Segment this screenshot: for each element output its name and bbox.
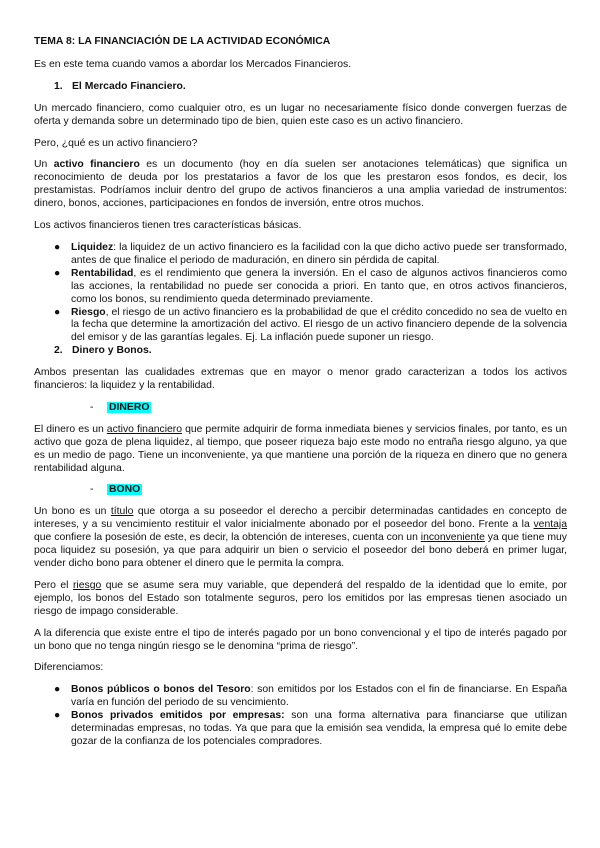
text-run: El dinero es un bbox=[34, 423, 107, 435]
underlined-term: título bbox=[110, 506, 134, 518]
paragraph-mercado: Un mercado financiero, como cualquier otro, es un lugar no necesariamente físico donde convergen fuerzas de oferta y demanda sobre un determinado tipo de bien, quien este caso es un activo financiero. bbox=[34, 102, 567, 127]
list-item bbox=[34, 268, 567, 307]
section-label: Dinero y Bonos. bbox=[72, 345, 152, 357]
bold-term: activo financiero bbox=[53, 159, 140, 171]
bullet-icon: ● bbox=[54, 306, 61, 318]
section-heading-1 bbox=[54, 81, 567, 94]
list-item bbox=[34, 684, 567, 710]
paragraph-bono bbox=[34, 506, 567, 571]
bullet-icon: ● bbox=[54, 684, 61, 696]
dash-marker: - bbox=[90, 484, 94, 496]
text-run: Un bbox=[34, 159, 54, 171]
bold-term: Rentabilidad bbox=[71, 267, 134, 279]
list-item bbox=[34, 242, 567, 268]
paragraph-prima: A la diferencia que existe entre el tipo de interés pagado por un bono convencional y el tipo de interés pagado por un bono que no tenga ningún riesgo se le denomina “prima de riesgo”. bbox=[34, 627, 567, 652]
section-label: El Mercado Financiero. bbox=[72, 80, 186, 92]
underlined-term: inconveniente bbox=[420, 532, 485, 544]
bullet-icon: ● bbox=[54, 267, 61, 279]
text-run: es un documento (hoy en día suelen ser anotaciones telemáticas) que significa un reconocimiento de deuda por los prestatarios a favor de los que les prestaron esos fondos, es decir, los prestamistas. Podríamos incluir dentro del grupo de activos financieros a una amplia variedad de instrumentos: dinero, bonos, acciones, participaciones en fondos de inversión, entre otros muchos. bbox=[34, 159, 567, 210]
highlighted-label: BONO bbox=[109, 484, 141, 496]
text-run: que confiere la posesión de este, es decir, la obtención de intereses, cuenta con un bbox=[34, 532, 421, 544]
bond-types-list bbox=[34, 684, 567, 749]
subheading-bono bbox=[90, 484, 567, 497]
section-number: 2. bbox=[54, 345, 63, 357]
bold-term: Liquidez bbox=[71, 241, 114, 253]
paragraph-riesgo bbox=[34, 580, 567, 619]
page-title: TEMA 8: LA FINANCIACIÓN DE LA ACTIVIDAD ECONÓMICA bbox=[34, 36, 331, 47]
bullet-icon: ● bbox=[54, 710, 61, 722]
underlined-term: activo financiero bbox=[106, 423, 183, 435]
paragraph-activo bbox=[34, 159, 567, 211]
paragraph-dinero bbox=[34, 424, 567, 476]
bold-term: Bonos privados emitidos por empresas: bbox=[71, 710, 285, 722]
underlined-term: ventaja bbox=[533, 519, 567, 531]
list-item bbox=[34, 307, 567, 346]
characteristics-list bbox=[34, 242, 567, 345]
list-item bbox=[34, 710, 567, 749]
paragraph-ambos: Ambos presentan las cualidades extremas que en mayor o menor grado caracterizan a todos los activos financieros: la liquidez y la rentabilidad. bbox=[34, 367, 567, 392]
intro-paragraph: Es en este tema cuando vamos a abordar los Mercados Financieros. bbox=[34, 58, 352, 70]
text-run: que otorga a su poseedor el derecho a percibir determinadas cantidades en concepto de intereses, y a su vencimiento restituir el valor inicialmente abonado por el poseedor del bono. Frente a la bbox=[34, 506, 567, 531]
text-run: son una forma alternativa para financiarse que utilizan determinadas empresas, no todas. Ya que para que la emisión sea vendida, la empresa qué lo emite debe gozar de la confianza de los potenciales compradores. bbox=[71, 710, 567, 747]
text-run: Pero el bbox=[34, 579, 73, 591]
text-run: , el riesgo de un activo financiero es la probabilidad de que el crédito concedido no sea de vuelto en la fecha que determine la amortización del activo. El riesgo de un activo financiero depende de la solvencia del emisor y de las garantías legales. Ej. La inflación puede suponer un riesgo. bbox=[71, 306, 567, 344]
text-run: que permite adquirir de forma inmediata bienes y servicios finales, por tanto, es un activo que goza de plena liquidez, al tiempo, que poseer riqueza bajo este modo no entraña riesgo alguno, ya que es un medio de pago. Tiene un inconveniente, ya que mantiene una porción de la riqueza en dinero que no genera rentabilidad alguna. bbox=[34, 423, 568, 474]
dash-marker: - bbox=[90, 401, 94, 413]
text-run: Un bono es un bbox=[34, 506, 111, 518]
text-run: , es el rendimiento que genera la inversión. En el caso de algunos activos financieros como las acciones, la rentabilidad no puede ser conocida a priori. En tanto que, en otros activos financieros, como los bonos, su rendimiento queda determinado previamente. bbox=[71, 267, 567, 305]
paragraph-pregunta: Pero, ¿qué es un activo financiero? bbox=[34, 137, 198, 149]
bold-term: Bonos públicos o bonos del Tesoro bbox=[71, 684, 251, 696]
section-heading-2 bbox=[54, 345, 567, 358]
paragraph-caracteristicas: Los activos financieros tienen tres características básicas. bbox=[34, 220, 302, 232]
text-run: : son emitidos por los Estados con el fin de financiarse. En España varía en función del periodo de su vencimiento. bbox=[71, 684, 567, 709]
paragraph-diferenciamos: Diferenciamos: bbox=[34, 662, 104, 674]
text-run: : la liquidez de un activo financiero es la facilidad con la que dicho activo puede ser transformado, antes de que finalice el periodo de maduración, en dinero sin pérdida de capital. bbox=[71, 241, 567, 266]
text-run: ya que tiene muy poca liquidez su posesión, ya que para adquirir un bien o servicio el poseedor del bono deberá en primer lugar, vender dicho bono para obtener el dinero que le permita la compra. bbox=[34, 532, 567, 569]
section-number: 1. bbox=[54, 80, 63, 92]
bullet-icon: ● bbox=[54, 241, 61, 253]
bold-term: Riesgo bbox=[71, 306, 106, 318]
highlighted-label: DINERO bbox=[109, 401, 150, 413]
text-run: que se asume sera muy variable, que dependerá del respaldo de la identidad que lo emite, por ejemplo, los bonos del Estado son totalmente seguros, pero los emitidos por las empresas tienen asociado un riesgo de impago considerable. bbox=[34, 579, 568, 617]
subheading-dinero bbox=[90, 402, 567, 415]
underlined-term: riesgo bbox=[72, 579, 102, 591]
